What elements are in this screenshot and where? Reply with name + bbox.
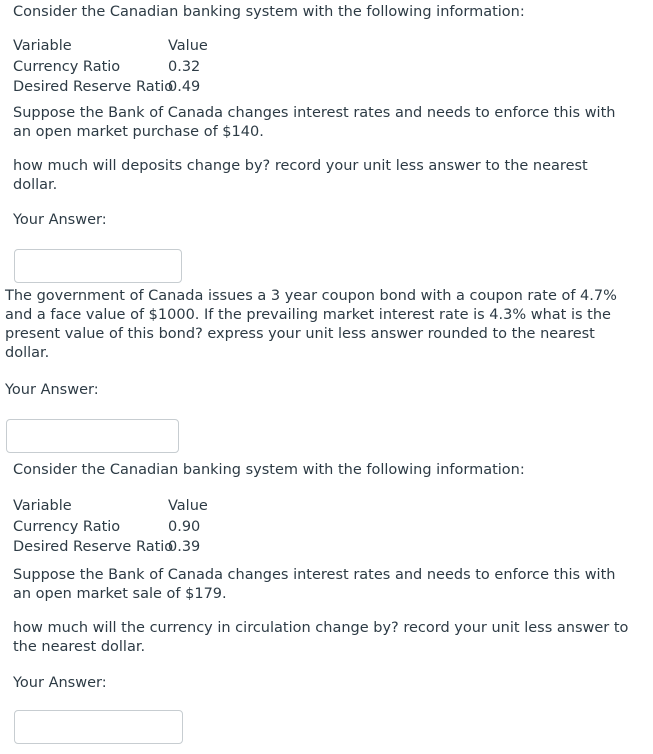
question-1-intro: Consider the Canadian banking system with the following information: (13, 4, 525, 20)
question-3-table (13, 496, 273, 558)
prompt-line: the nearest dollar. (13, 639, 146, 655)
scenario-line: an open market purchase of $140. (13, 124, 264, 140)
table-row (13, 517, 273, 538)
table-header-row (13, 496, 273, 517)
table-cell-variable: Desired Reserve Ratio (13, 79, 174, 95)
table-header-variable: Variable (13, 38, 72, 54)
prompt-line: how much will deposits change by? record your unit less answer to the nearest (13, 158, 588, 174)
scenario-line: Suppose the Bank of Canada changes interest rates and needs to enforce this with (13, 567, 616, 583)
question-1-answer-input[interactable] (14, 249, 182, 283)
prompt-line: dollar. (13, 177, 58, 193)
question-3-intro: Consider the Canadian banking system with the following information: (13, 462, 525, 478)
table-cell-value: 0.49 (168, 79, 201, 95)
question-1-answer-label: Your Answer: (13, 212, 107, 228)
table-cell-variable: Desired Reserve Ratio (13, 539, 174, 555)
question-text-line: dollar. (5, 345, 50, 361)
question-2-answer-label: Your Answer: (5, 382, 99, 398)
table-cell-value: 0.39 (168, 539, 201, 555)
question-text-line: The government of Canada issues a 3 year coupon bond with a coupon rate of 4.7% (5, 288, 617, 304)
prompt-line: how much will the currency in circulation change by? record your unit less answer to (13, 620, 629, 636)
scenario-line: Suppose the Bank of Canada changes interest rates and needs to enforce this with (13, 105, 616, 121)
scenario-line: an open market sale of $179. (13, 586, 227, 602)
question-text-line: present value of this bond? express your unit less answer rounded to the nearest (5, 326, 595, 342)
table-header-variable: Variable (13, 498, 72, 514)
table-row (13, 537, 273, 558)
table-row (13, 77, 273, 98)
question-1-table (13, 36, 273, 98)
question-1-scenario (13, 104, 615, 142)
question-text-line: and a face value of $1000. If the prevailing market interest rate is 4.3% what is the (5, 307, 611, 323)
table-header-row (13, 36, 273, 57)
table-header-value: Value (168, 38, 208, 54)
question-1-prompt (13, 157, 588, 195)
question-3-prompt (13, 619, 628, 657)
table-cell-value: 0.32 (168, 58, 201, 75)
question-3-scenario (13, 566, 615, 604)
table-cell-variable: Currency Ratio (13, 58, 121, 75)
question-2-answer-input[interactable] (6, 419, 179, 453)
table-cell-value: 0.90 (168, 518, 201, 535)
table-header-value: Value (168, 498, 208, 514)
question-2-text (5, 287, 617, 363)
question-3-answer-label: Your Answer: (13, 675, 107, 691)
question-3-answer-input[interactable] (14, 710, 183, 744)
table-cell-variable: Currency Ratio (13, 518, 121, 535)
table-row (13, 57, 273, 78)
